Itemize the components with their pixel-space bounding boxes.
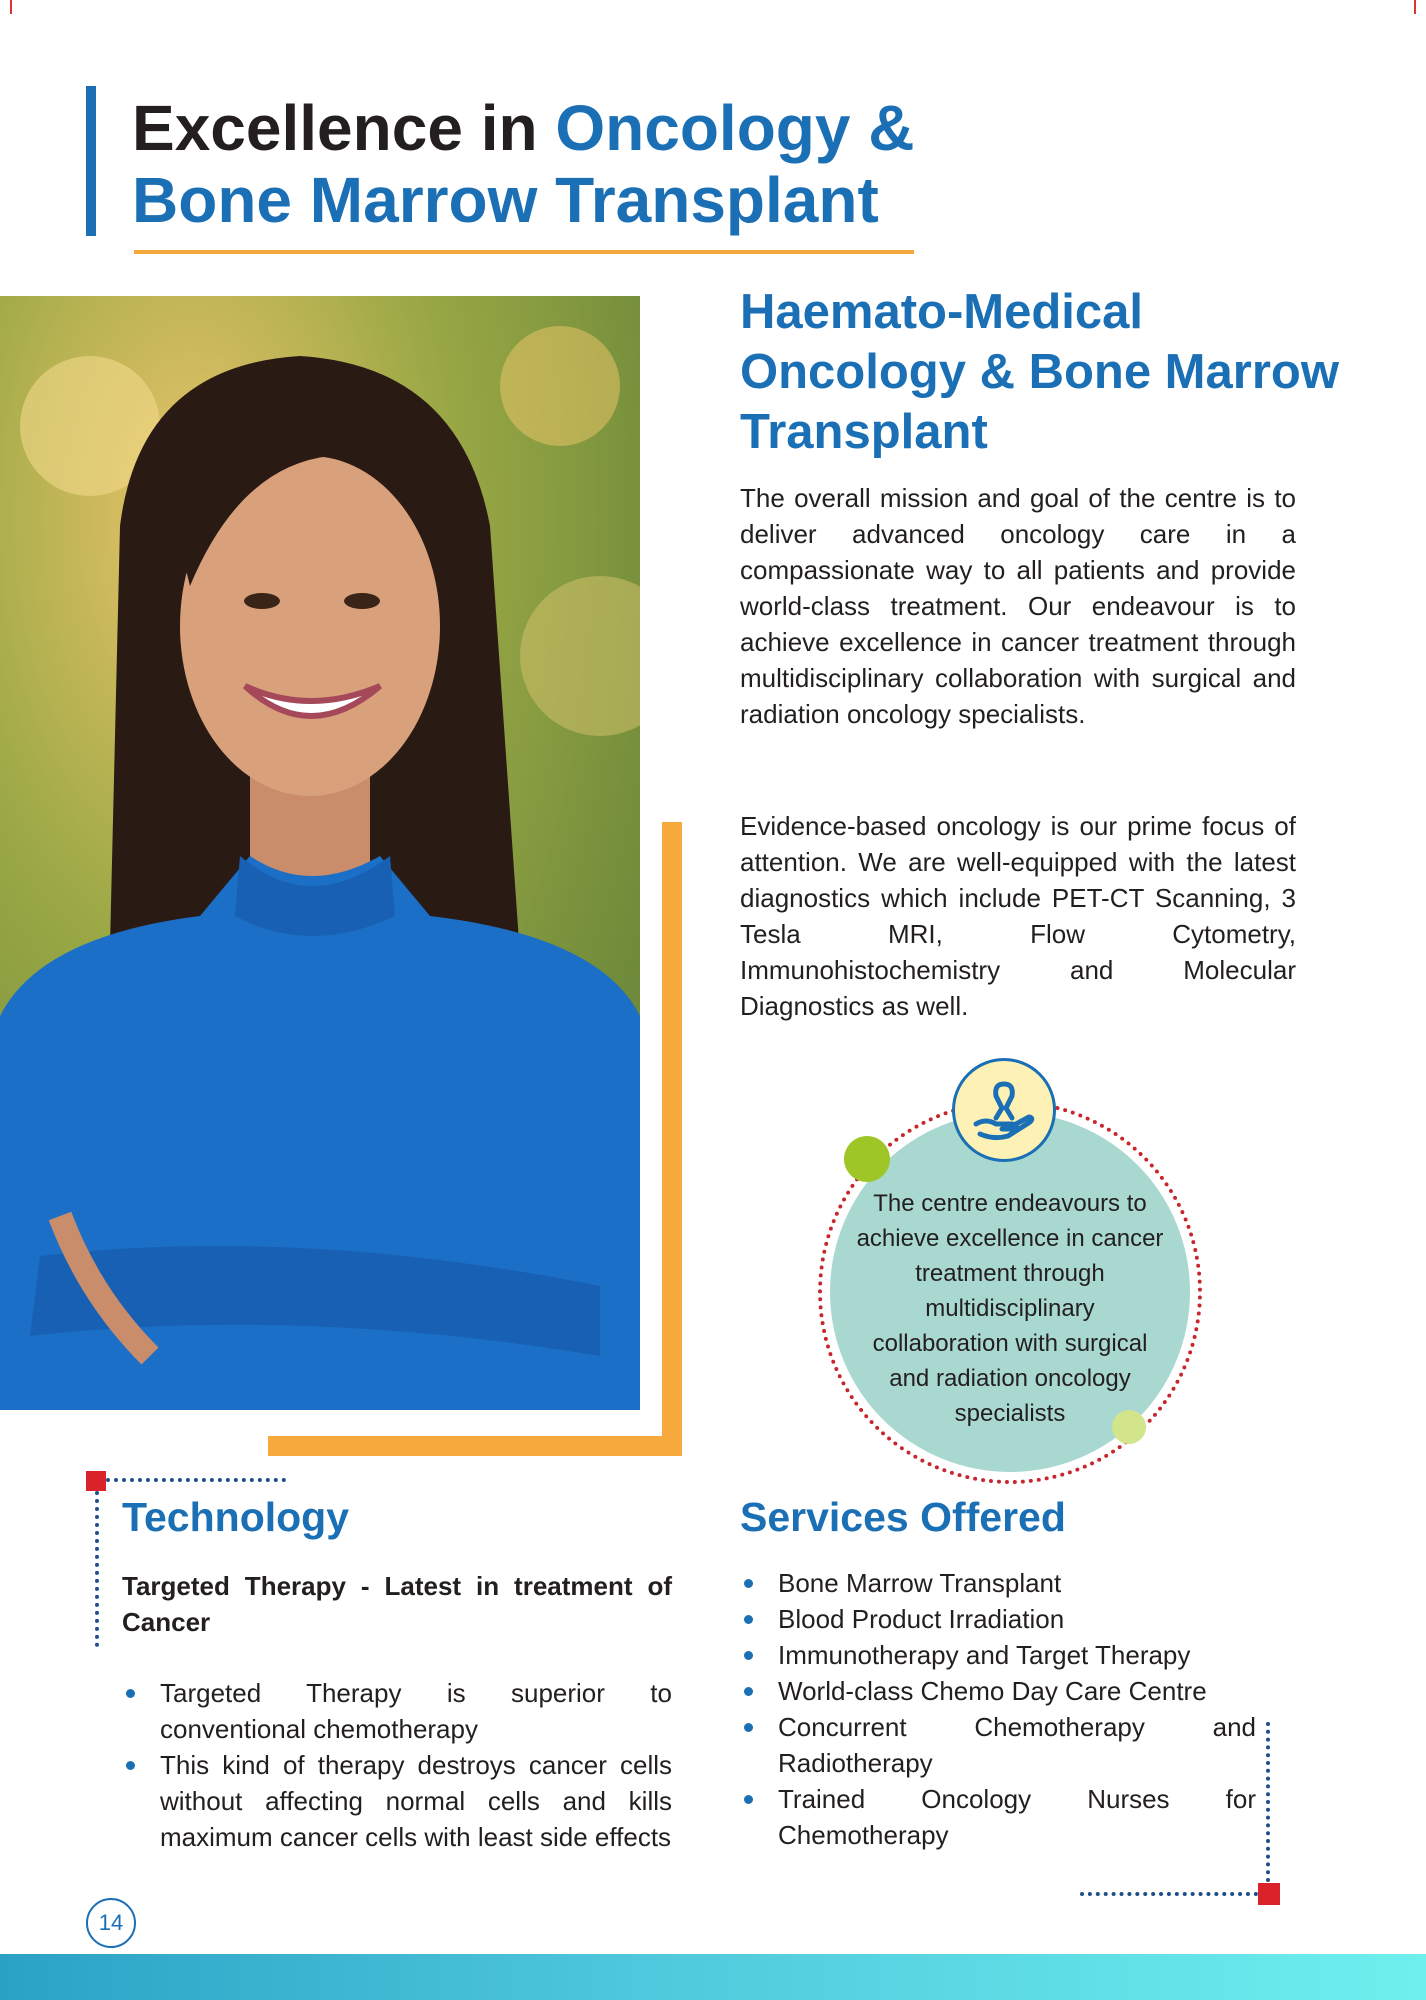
callout-circle (818, 1100, 1202, 1484)
portrait-illustration (0, 296, 640, 1410)
list-item: World-class Chemo Day Care Centre (740, 1673, 1256, 1709)
footer-gradient-band (0, 1954, 1426, 2000)
photo-frame-accent-vertical (662, 822, 682, 1456)
crop-mark (0, 0, 12, 14)
list-item: Bone Marrow Transplant (740, 1565, 1256, 1601)
decorative-red-square (86, 1471, 106, 1491)
page-title-dark: Excellence in (132, 92, 556, 164)
ribbon-hand-icon (952, 1058, 1056, 1162)
decorative-dotted-line (1080, 1892, 1266, 1896)
title-underline (134, 250, 914, 254)
callout-text: The centre endeavours to achieve excellence in cancer treatment through multidisciplinary collaboration with surgical and radiation oncology specialists (856, 1190, 1164, 1427)
list-item: Trained Oncology Nurses for Chemotherapy (740, 1781, 1256, 1853)
page-title (132, 92, 914, 236)
decorative-dot-green (844, 1136, 890, 1182)
list-item: Concurrent Chemotherapy and Radiotherapy (740, 1709, 1256, 1781)
doctor-portrait-photo (0, 296, 640, 1410)
decorative-red-square (1258, 1883, 1280, 1905)
decorative-dotted-line (1266, 1722, 1270, 1890)
section-heading-line2: Oncology & Bone Marrow (740, 345, 1339, 399)
services-list (740, 1565, 1256, 1853)
page-title-blue: Oncology & (555, 92, 915, 164)
decorative-dot-lime (1112, 1410, 1146, 1444)
technology-subheading: Targeted Therapy - Latest in treatment of Cancer (122, 1571, 672, 1637)
crop-mark (1414, 0, 1426, 14)
photo-frame-accent-horizontal (268, 1436, 682, 1456)
technology-list (122, 1675, 672, 1855)
list-item: This kind of therapy destroys cancer cells without affecting normal cells and kills maximum cancer cells with least side effects (122, 1747, 672, 1855)
technology-heading: Technology (122, 1494, 350, 1540)
diagnostics-paragraph: Evidence-based oncology is our prime focus of attention. We are well-equipped with the latest diagnostics which include PET-CT Scanning, 3 Tesla MRI, Flow Cytometry, Immunohistochemistry and Molecular Diagnostics as well. (740, 811, 1296, 1021)
decorative-dotted-line (106, 1478, 286, 1482)
page-number: 14 (86, 1898, 136, 1948)
title-accent-bar (86, 86, 96, 236)
list-item: Blood Product Irradiation (740, 1601, 1256, 1637)
section-heading-line3: Transplant (740, 405, 988, 459)
services-heading: Services Offered (740, 1494, 1066, 1540)
page-title-blue-line2: Bone Marrow Transplant (132, 164, 879, 236)
list-item: Targeted Therapy is superior to conventional chemotherapy (122, 1675, 672, 1747)
section-heading-line1: Haemato-Medical (740, 285, 1144, 339)
decorative-dotted-line (95, 1491, 99, 1647)
list-item: Immunotherapy and Target Therapy (740, 1637, 1256, 1673)
section-heading (740, 282, 1400, 462)
mission-paragraph: The overall mission and goal of the centre is to deliver advanced oncology care in a compassionate way to all patients and provide world-class treatment. Our endeavour is to achieve excellence in cancer treatment through multidisciplinary collaboration with surgical and radiation oncology specialists. (740, 483, 1296, 729)
